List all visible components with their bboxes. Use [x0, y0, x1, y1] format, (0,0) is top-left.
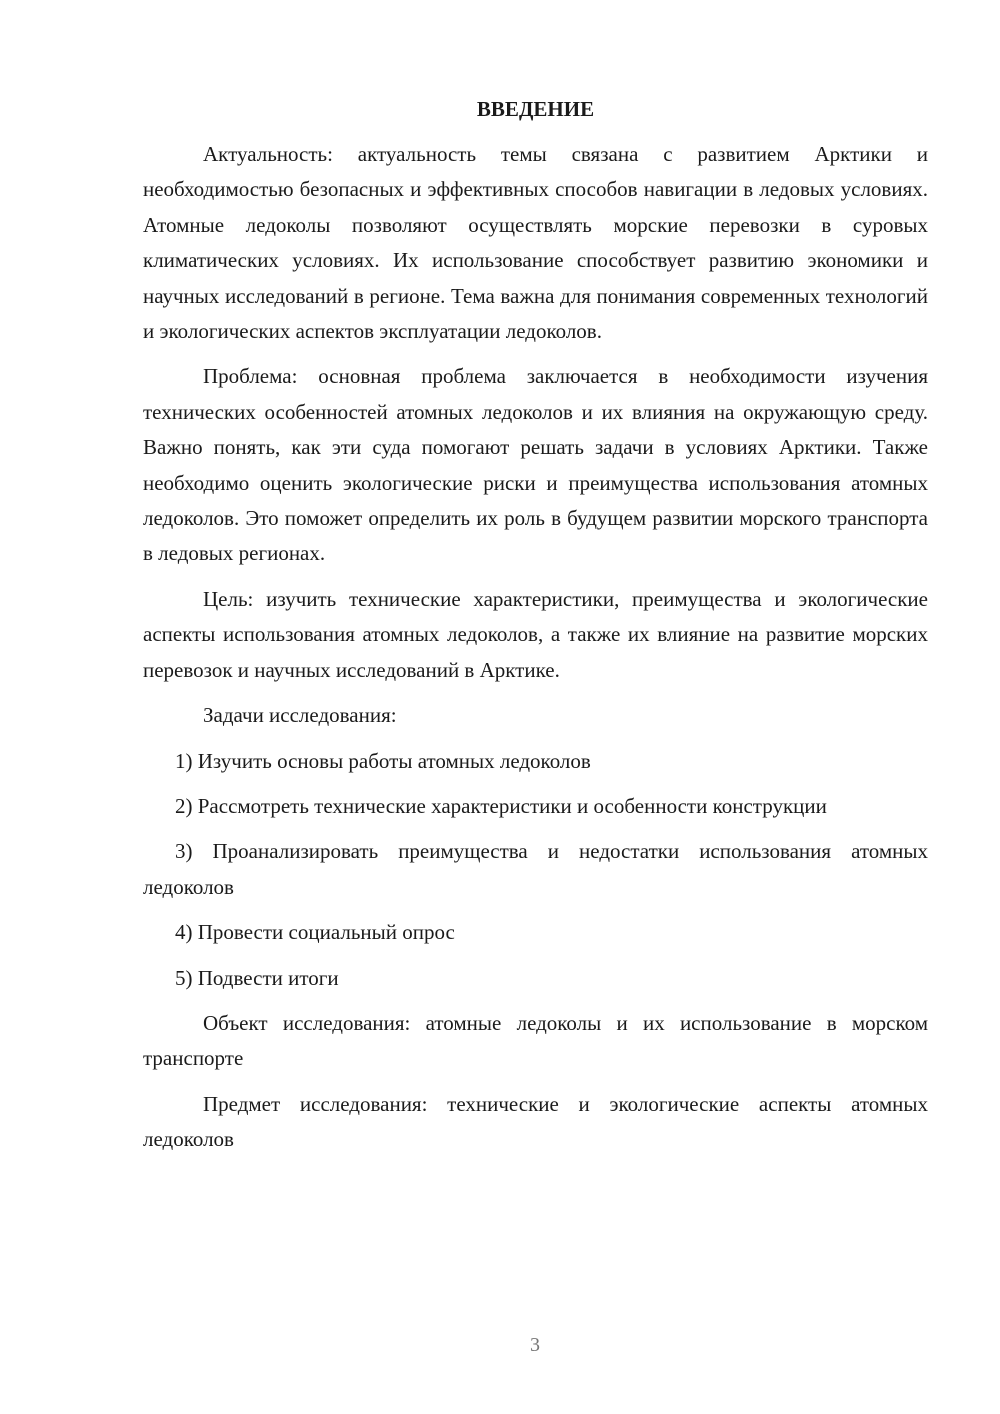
problem-paragraph: Проблема: основная проблема заключается в необходимости изучения технических особенностей атомных ледоколов и их влияния на окружающую среду. Важно понять, как эти суда помогают решать задачи в условиях Арктики. Также необходимо оценить экологические риски и преимущества использования атомных ледоколов. Это поможет определить их роль в будущем развитии морского транспорта в ледовых регионах.	[143, 364, 928, 566]
document-page	[143, 92, 928, 1158]
goal-paragraph: Цель: изучить технические характеристики, преимущества и экологические аспекты использования атомных ледоколов, а также их влияние на развитие морских перевозок и научных исследований в Арктике.	[143, 586, 928, 682]
task-item: 1) Изучить основы работы атомных ледоколов	[175, 748, 591, 773]
relevance-paragraph: Актуальность: актуальность темы связана с развитием Арктики и необходимостью безопасных и эффективных способов навигации в ледовых условиях. Атомные ледоколы позволяют осуществлять морские перевозки в суровых климатических условиях. Их использование способствует развитию экономики и научных исследований в регионе. Тема важна для понимания современных технологий и экологических аспектов эксплуатации ледоколов.	[143, 142, 928, 344]
object-paragraph: Объект исследования: атомные ледоколы и их использование в морском транспорте	[143, 1010, 928, 1071]
subject-paragraph: Предмет исследования: технические и экологические аспекты атомных ледоколов	[143, 1091, 928, 1152]
task-item: 4) Провести социальный опрос	[175, 920, 455, 945]
task-item: 2) Рассмотреть технические характеристики и особенности конструкции	[175, 793, 827, 818]
page-number: 3	[530, 1334, 540, 1356]
task-item: 3) Проанализировать преимущества и недостатки использования атомных ледоколов	[143, 839, 928, 899]
page-title: ВВЕДЕНИЕ	[476, 97, 595, 121]
tasks-heading: Задачи исследования:	[203, 703, 397, 728]
task-item: 5) Подвести итоги	[175, 965, 339, 990]
